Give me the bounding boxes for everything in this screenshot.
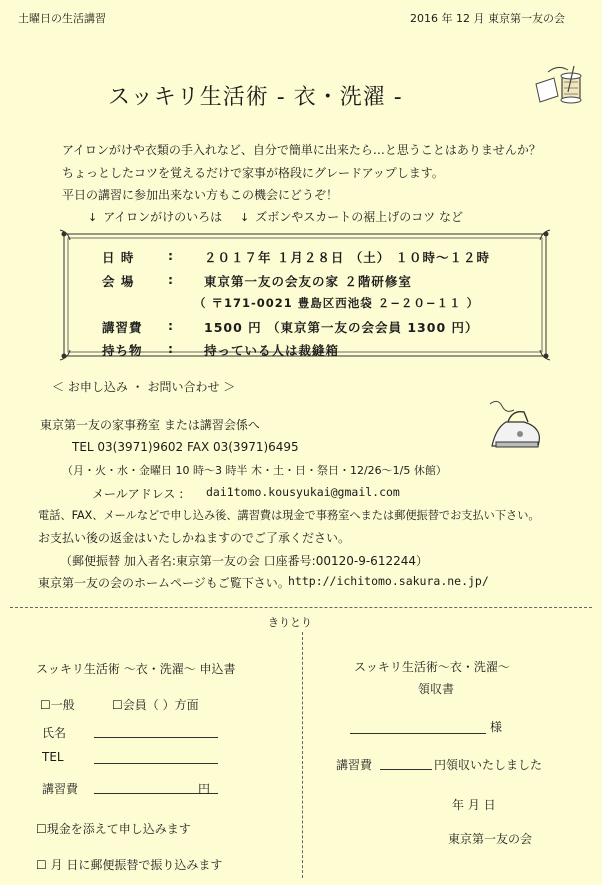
fee-value: 1500 円 （東京第一友の会会員 1300 円） [204, 320, 479, 335]
fee-label: 講習費 [102, 320, 143, 335]
receipt-name-field[interactable] [350, 733, 486, 734]
topic-1 [88, 208, 222, 225]
intro-line-2: ちょっとしたコツを覚えるだけで家事が格段にグレードアップします。 [62, 166, 444, 180]
receipt-date: 年 月 日 [452, 798, 496, 812]
colon: : [168, 341, 174, 356]
form-divider [302, 632, 303, 878]
venue-label: 会 場 [102, 274, 135, 289]
contact-heading: ＜ お申し込み ・ お問い合わせ ＞ [52, 380, 236, 394]
contact-hours: （月・火・水・金曜日 10 時～3 時半 木・土・日・祭日・12/26～1/5 休館） [62, 464, 447, 477]
cash-option[interactable]: ☐現金を添えて申し込みます [36, 822, 191, 836]
name-label: 氏名 [42, 726, 67, 740]
date-value: ２０１７年 １月２８日 （土） １０時～１２時 [204, 250, 491, 265]
member-type-member[interactable]: ☐会員（ ）方面 [112, 698, 199, 712]
tel-label: TEL [42, 750, 64, 764]
fee-field-label: 講習費 [42, 782, 79, 796]
intro-line-1: アイロンがけや衣類の手入れなど、自分で簡単に出来たら…と思うことはありませんか？ [62, 143, 541, 157]
receipt-fee-prefix: 講習費 [336, 758, 373, 772]
tel-field[interactable] [94, 763, 218, 764]
header-right: 2016 年 12 月 東京第一友の会 [410, 12, 565, 25]
application-title: スッキリ生活術 ～衣・洗濯～ 申込書 [36, 662, 236, 676]
receipt-honorific: 様 [490, 720, 503, 734]
topic-2 [240, 208, 463, 225]
date-label: 日 時 [102, 250, 135, 265]
homepage-text: 東京第一友の会のホームページもご覧下さい。 [38, 576, 290, 590]
colon: : [168, 272, 174, 287]
colon: : [168, 248, 174, 263]
cut-line [10, 607, 592, 608]
intro-line-3: 平日の講習に参加出来ない方もこの機会にどうぞ！ [62, 188, 339, 202]
fee-unit: 円 [198, 782, 211, 796]
topic-2-label: ズボンやスカートの裾上げのコツ など [255, 210, 464, 224]
header-left: 土曜日の生活講習 [18, 12, 106, 25]
postal-option[interactable]: ☐ 月 日に郵便振替で振り込みます [36, 858, 223, 872]
email-label: メールアドレス : [92, 487, 184, 501]
items-value: 持っている人は裁縫箱 [204, 343, 340, 358]
receipt-title: スッキリ生活術～衣・洗濯～ [354, 660, 510, 674]
receipt-issuer: 東京第一友の会 [448, 832, 533, 846]
receipt-fee-field[interactable] [380, 769, 432, 770]
homepage-url[interactable]: http://ichitomo.sakura.ne.jp/ [288, 574, 489, 588]
payment-note: 電話、FAX、メールなどで申し込み後、講習費は現金で事務室へまたは郵便振替でお支払い下さい。 [38, 509, 540, 522]
colon: : [168, 318, 174, 333]
iron-illustration [484, 398, 554, 460]
receipt-fee-suffix: 円領収いたしました [434, 758, 543, 772]
down-arrow-icon: ↓ [240, 211, 250, 224]
cut-label: きりとり [268, 616, 312, 629]
contact-office: 東京第一友の家事務室 または講習会係へ [40, 418, 260, 432]
postal-transfer-info: （郵便振替 加入者名:東京第一友の会 口座番号:00120-9-612244） [60, 554, 428, 568]
contact-tel-fax: TEL 03(3971)9602 FAX 03(3971)6495 [72, 440, 299, 454]
name-field[interactable] [94, 737, 218, 738]
items-label: 持ち物 [102, 343, 143, 358]
sewing-illustration [528, 62, 588, 112]
venue-value: 東京第一友の会友の家 ２階研修室 [204, 274, 412, 289]
member-type-general[interactable]: ☐一般 [40, 698, 75, 712]
venue-address: （ 〒171-0021 豊島区西池袋 ２−２０−１１ ） [194, 296, 480, 310]
down-arrow-icon: ↓ [88, 211, 98, 224]
topic-1-label: アイロンがけのいろは [103, 210, 223, 224]
receipt-subtitle: 領収書 [418, 682, 455, 696]
refund-note: お支払い後の返金はいたしかねますのでご了承ください。 [38, 531, 351, 545]
email-address[interactable]: dai1tomo.kousyukai@gmail.com [206, 485, 400, 499]
page-title: スッキリ生活術 - 衣・洗濯 - [108, 85, 403, 110]
